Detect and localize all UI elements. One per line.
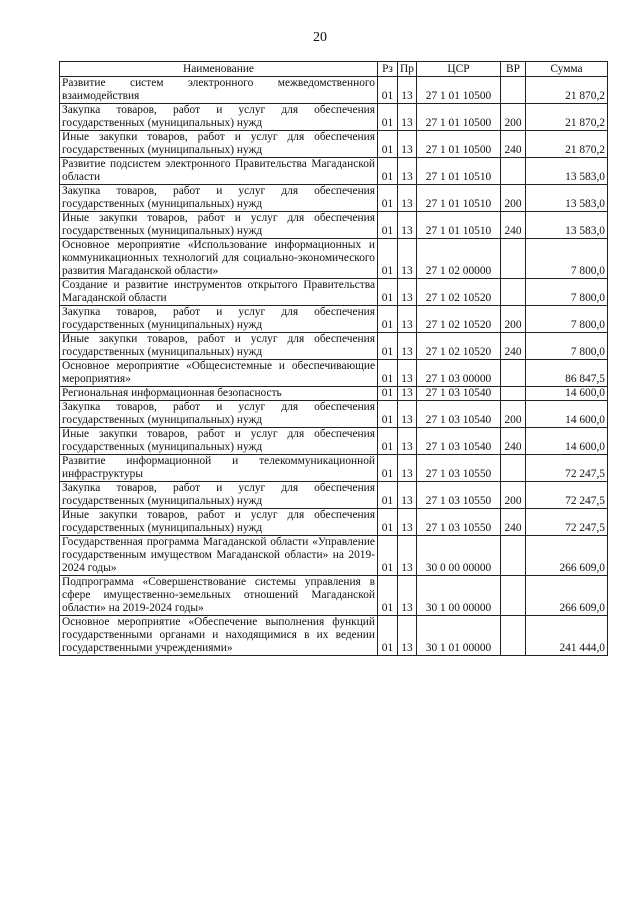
cell-pr: 13: [398, 104, 417, 131]
cell-rz: 01: [378, 131, 398, 158]
cell-name: Иные закупки товаров, работ и услуг для обеспечения государственных (муниципальных) нужд: [60, 212, 378, 239]
table-row: [60, 104, 608, 131]
cell-pr: 13: [398, 131, 417, 158]
cell-rz: 01: [378, 401, 398, 428]
cell-pr: 13: [398, 387, 417, 401]
table-row: [60, 360, 608, 387]
table-row: [60, 77, 608, 104]
cell-vr: [501, 77, 526, 104]
cell-vr: 240: [501, 428, 526, 455]
cell-sum: 266 609,0: [526, 536, 608, 576]
cell-rz: 01: [378, 212, 398, 239]
table-row: [60, 239, 608, 279]
cell-rz: 01: [378, 576, 398, 616]
cell-rz: 01: [378, 239, 398, 279]
cell-rz: 01: [378, 306, 398, 333]
cell-name: Государственная программа Магаданской области «Управление государственным имуществом Магаданской области» на 2019-2024 годы»: [60, 536, 378, 576]
header-rz: Рз: [378, 62, 398, 77]
cell-pr: 13: [398, 333, 417, 360]
cell-sum: 7 800,0: [526, 333, 608, 360]
cell-csr: 30 1 01 00000: [417, 616, 501, 656]
cell-name: Основное мероприятие «Использование информационных и коммуникационных технологий для социально-экономического развития Магаданской области»: [60, 239, 378, 279]
page-number: 20: [313, 30, 327, 45]
cell-vr: 200: [501, 306, 526, 333]
table-row: [60, 185, 608, 212]
cell-name: Закупка товаров, работ и услуг для обеспечения государственных (муниципальных) нужд: [60, 185, 378, 212]
cell-vr: [501, 360, 526, 387]
cell-name: Региональная информационная безопасность: [60, 387, 378, 401]
cell-pr: 13: [398, 77, 417, 104]
cell-pr: 13: [398, 401, 417, 428]
table-row: [60, 306, 608, 333]
cell-vr: [501, 455, 526, 482]
cell-name: Иные закупки товаров, работ и услуг для обеспечения государственных (муниципальных) нужд: [60, 509, 378, 536]
table-row: [60, 428, 608, 455]
header-vr: ВР: [501, 62, 526, 77]
cell-pr: 13: [398, 185, 417, 212]
cell-csr: 27 1 03 10550: [417, 509, 501, 536]
budget-table: [59, 61, 608, 656]
cell-name: Закупка товаров, работ и услуг для обеспечения государственных (муниципальных) нужд: [60, 401, 378, 428]
cell-name: Иные закупки товаров, работ и услуг для обеспечения государственных (муниципальных) нужд: [60, 428, 378, 455]
table-row: [60, 387, 608, 401]
cell-vr: 200: [501, 401, 526, 428]
cell-pr: 13: [398, 455, 417, 482]
cell-name: Основное мероприятие «Обеспечение выполнения функций государственными органами и находящимися в их ведении государственными учреждениями»: [60, 616, 378, 656]
cell-sum: 72 247,5: [526, 509, 608, 536]
cell-pr: 13: [398, 279, 417, 306]
cell-csr: 27 1 01 10510: [417, 185, 501, 212]
cell-name: Развитие систем электронного межведомственного взаимодействия: [60, 77, 378, 104]
cell-rz: 01: [378, 536, 398, 576]
cell-csr: 27 1 03 10550: [417, 455, 501, 482]
cell-vr: [501, 387, 526, 401]
cell-rz: 01: [378, 387, 398, 401]
cell-name: Закупка товаров, работ и услуг для обеспечения государственных (муниципальных) нужд: [60, 306, 378, 333]
table-row: [60, 333, 608, 360]
header-sum: Сумма: [526, 62, 608, 77]
cell-csr: 27 1 03 00000: [417, 360, 501, 387]
cell-pr: 13: [398, 428, 417, 455]
cell-name: Закупка товаров, работ и услуг для обеспечения государственных (муниципальных) нужд: [60, 482, 378, 509]
cell-vr: 240: [501, 131, 526, 158]
cell-pr: 13: [398, 360, 417, 387]
cell-vr: 200: [501, 185, 526, 212]
cell-pr: 13: [398, 536, 417, 576]
header-pr: Пр: [398, 62, 417, 77]
table-row: [60, 482, 608, 509]
cell-name: Подпрограмма «Совершенствование системы управления в сфере имущественно-земельных отношений Магаданской области» на 2019-2024 годы»: [60, 576, 378, 616]
cell-rz: 01: [378, 77, 398, 104]
cell-csr: 27 1 03 10550: [417, 482, 501, 509]
cell-vr: 200: [501, 104, 526, 131]
cell-vr: [501, 576, 526, 616]
cell-sum: 13 583,0: [526, 185, 608, 212]
cell-pr: 13: [398, 509, 417, 536]
cell-vr: 200: [501, 482, 526, 509]
cell-vr: 240: [501, 509, 526, 536]
table-row: [60, 509, 608, 536]
table-row: [60, 279, 608, 306]
cell-csr: 27 1 01 10500: [417, 77, 501, 104]
cell-csr: 27 1 02 10520: [417, 306, 501, 333]
cell-vr: [501, 616, 526, 656]
cell-rz: 01: [378, 104, 398, 131]
cell-pr: 13: [398, 576, 417, 616]
cell-rz: 01: [378, 360, 398, 387]
table-row: [60, 455, 608, 482]
cell-vr: [501, 279, 526, 306]
cell-csr: 27 1 01 10500: [417, 131, 501, 158]
cell-rz: 01: [378, 509, 398, 536]
cell-sum: 14 600,0: [526, 387, 608, 401]
cell-sum: 13 583,0: [526, 158, 608, 185]
cell-rz: 01: [378, 158, 398, 185]
cell-name: Развитие информационной и телекоммуникационной инфраструктуры: [60, 455, 378, 482]
cell-sum: 266 609,0: [526, 576, 608, 616]
cell-sum: 21 870,2: [526, 131, 608, 158]
cell-name: Иные закупки товаров, работ и услуг для обеспечения государственных (муниципальных) нужд: [60, 333, 378, 360]
cell-sum: 21 870,2: [526, 77, 608, 104]
cell-vr: [501, 536, 526, 576]
cell-rz: 01: [378, 455, 398, 482]
cell-name: Закупка товаров, работ и услуг для обеспечения государственных (муниципальных) нужд: [60, 104, 378, 131]
cell-sum: 7 800,0: [526, 306, 608, 333]
cell-vr: [501, 239, 526, 279]
cell-vr: 240: [501, 212, 526, 239]
cell-rz: 01: [378, 279, 398, 306]
cell-name: Развитие подсистем электронного Правительства Магаданской области: [60, 158, 378, 185]
cell-name: Иные закупки товаров, работ и услуг для обеспечения государственных (муниципальных) нужд: [60, 131, 378, 158]
table-row: [60, 131, 608, 158]
cell-csr: 30 0 00 00000: [417, 536, 501, 576]
header-csr: ЦСР: [417, 62, 501, 77]
cell-csr: 27 1 03 10540: [417, 387, 501, 401]
cell-rz: 01: [378, 333, 398, 360]
cell-rz: 01: [378, 616, 398, 656]
cell-sum: 72 247,5: [526, 482, 608, 509]
table-row: [60, 212, 608, 239]
cell-csr: 27 1 03 10540: [417, 401, 501, 428]
cell-rz: 01: [378, 482, 398, 509]
cell-sum: 241 444,0: [526, 616, 608, 656]
table-row: [60, 576, 608, 616]
cell-pr: 13: [398, 306, 417, 333]
cell-vr: 240: [501, 333, 526, 360]
cell-pr: 13: [398, 482, 417, 509]
cell-sum: 7 800,0: [526, 239, 608, 279]
table-row: [60, 616, 608, 656]
table-header-row: [60, 62, 608, 77]
cell-pr: 13: [398, 158, 417, 185]
cell-rz: 01: [378, 185, 398, 212]
table-row: [60, 401, 608, 428]
cell-pr: 13: [398, 212, 417, 239]
cell-sum: 7 800,0: [526, 279, 608, 306]
cell-sum: 72 247,5: [526, 455, 608, 482]
cell-name: Основное мероприятие «Общесистемные и обеспечивающие мероприятия»: [60, 360, 378, 387]
cell-pr: 13: [398, 616, 417, 656]
table-body: [60, 77, 608, 656]
table-row: [60, 158, 608, 185]
cell-csr: 27 1 01 10510: [417, 158, 501, 185]
cell-csr: 27 1 02 10520: [417, 279, 501, 306]
cell-csr: 27 1 02 00000: [417, 239, 501, 279]
cell-csr: 27 1 01 10500: [417, 104, 501, 131]
cell-csr: 27 1 01 10510: [417, 212, 501, 239]
header-name: Наименование: [60, 62, 378, 77]
cell-sum: 14 600,0: [526, 401, 608, 428]
cell-sum: 13 583,0: [526, 212, 608, 239]
cell-csr: 30 1 00 00000: [417, 576, 501, 616]
cell-csr: 27 1 03 10540: [417, 428, 501, 455]
cell-sum: 14 600,0: [526, 428, 608, 455]
table-row: [60, 536, 608, 576]
cell-sum: 86 847,5: [526, 360, 608, 387]
cell-vr: [501, 158, 526, 185]
cell-csr: 27 1 02 10520: [417, 333, 501, 360]
cell-name: Создание и развитие инструментов открытого Правительства Магаданской области: [60, 279, 378, 306]
cell-rz: 01: [378, 428, 398, 455]
cell-sum: 21 870,2: [526, 104, 608, 131]
cell-pr: 13: [398, 239, 417, 279]
